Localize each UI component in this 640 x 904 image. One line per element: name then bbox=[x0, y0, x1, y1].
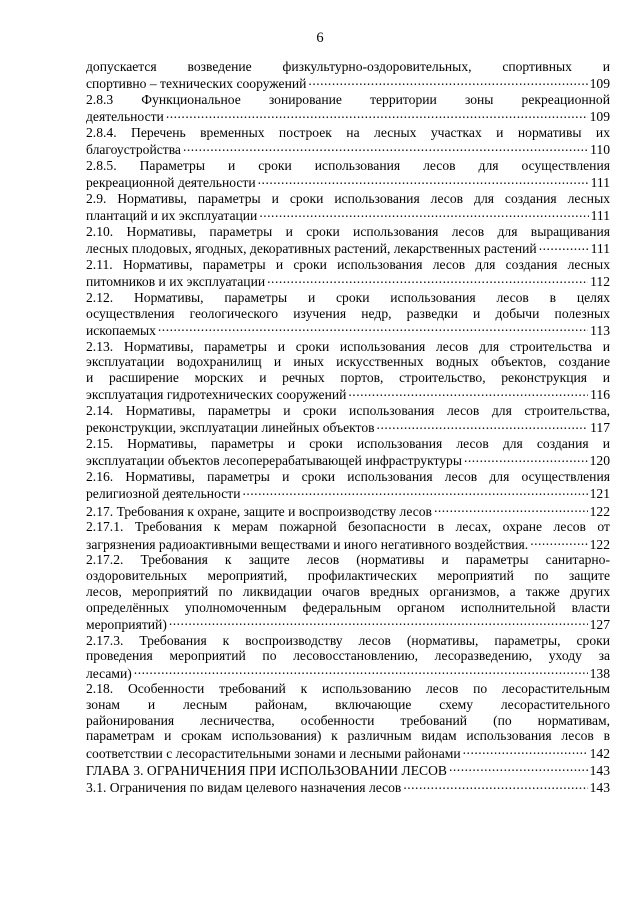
toc-entry[interactable] bbox=[86, 92, 610, 125]
toc-page-number: 122 bbox=[589, 503, 610, 519]
toc-entry[interactable] bbox=[86, 403, 610, 436]
toc-entry-line: 2.18. Особенности требований к использованию лесов по лесорастительным bbox=[86, 681, 610, 697]
toc-entry-title: соответствии с лесорастительными зонами и лесными районами bbox=[86, 745, 461, 761]
dot-leader bbox=[308, 75, 587, 89]
toc-entry-last-line bbox=[86, 75, 610, 92]
dot-leader bbox=[158, 321, 588, 335]
toc-entry-last-line bbox=[86, 664, 610, 681]
dot-leader bbox=[259, 207, 588, 221]
toc-entry-line: 2.8.5. Параметры и сроки использования лесов для осуществления bbox=[86, 158, 610, 173]
toc-entry-line: 2.12. Нормативы, параметры и сроки использования лесов в целях bbox=[86, 290, 610, 305]
toc-page-number: 142 bbox=[589, 745, 610, 761]
toc-entry-line: 2.17.2. Требования к защите лесов (нормативы и параметры санитарно- bbox=[86, 552, 610, 568]
toc-page-number: 116 bbox=[590, 387, 610, 403]
toc-entry-line: районирования лесничества, особенности требований (по нормативам, bbox=[86, 712, 610, 728]
toc-page-number: 121 bbox=[589, 486, 610, 502]
dot-leader bbox=[463, 744, 588, 758]
toc-page-number: 109 bbox=[589, 109, 610, 125]
page-number: 6 bbox=[316, 30, 324, 46]
toc-entry-title: 3.1. Ограничения по видам целевого назначения лесов bbox=[86, 780, 402, 796]
toc-entry[interactable] bbox=[86, 469, 610, 502]
dot-leader bbox=[242, 485, 587, 499]
toc-entry[interactable] bbox=[86, 761, 610, 778]
toc-entry-title: плантаций и их эксплуатации bbox=[86, 208, 258, 224]
toc-entry[interactable] bbox=[86, 633, 610, 682]
toc-entry-last-line bbox=[86, 207, 610, 224]
toc-entry-line: 2.17.3. Требования к воспроизводству лесов (нормативы, параметры, сроки bbox=[86, 632, 610, 648]
toc-entry-line: оздоровительных мероприятий, профилактических мероприятий по защите bbox=[86, 568, 610, 584]
toc-entry[interactable] bbox=[86, 158, 610, 191]
toc-entry-title: благоустройства bbox=[86, 142, 181, 158]
toc-entry-title: деятельности bbox=[86, 109, 164, 125]
toc-page-number: 111 bbox=[590, 175, 610, 191]
dot-leader bbox=[434, 502, 588, 516]
toc-entry-line: зонам и лесным районам, включающие схему лесорастительного bbox=[86, 696, 610, 712]
toc-entry-last-line bbox=[86, 485, 610, 502]
toc-entry-line: параметрам и срокам использования) к различным видам использования лесов в bbox=[86, 728, 610, 744]
dot-leader bbox=[134, 664, 588, 678]
toc-entry[interactable] bbox=[86, 339, 610, 403]
toc-entry-last-line bbox=[86, 779, 610, 796]
toc-entry-last-line bbox=[86, 108, 610, 125]
toc-entry-last-line bbox=[86, 615, 610, 632]
toc-entry-line: проведения мероприятий по лесовосстановлению, лесоразведению, уходу за bbox=[86, 648, 610, 664]
dot-leader bbox=[267, 273, 588, 287]
dot-leader bbox=[530, 535, 587, 549]
toc-entry-last-line bbox=[86, 452, 610, 469]
toc-entry-line: 2.10. Нормативы, параметры и сроки использования лесов для выращивания bbox=[86, 224, 610, 239]
toc-page-number: 138 bbox=[589, 665, 610, 681]
dot-leader bbox=[449, 761, 588, 775]
toc-page-number: 122 bbox=[589, 536, 610, 552]
toc-entry[interactable] bbox=[86, 681, 610, 761]
toc-entry-line: 2.8.3 Функциональное зонирование территории зоны рекреационной bbox=[86, 92, 610, 107]
dot-leader bbox=[348, 386, 588, 400]
toc-entry-title: лесных плодовых, ягодных, декоративных растений, лекарственных растений bbox=[86, 241, 537, 257]
toc-page-number: 111 bbox=[590, 241, 610, 257]
toc-entry-last-line bbox=[86, 502, 610, 519]
toc-entry-line: 2.13. Нормативы, параметры и сроки использования лесов для строительства и bbox=[86, 338, 610, 354]
toc-entry[interactable] bbox=[86, 125, 610, 158]
toc-entry-line: 2.14. Нормативы, параметры и сроки использования лесов для строительства, bbox=[86, 403, 610, 419]
dot-leader bbox=[169, 615, 588, 629]
toc-entry-title: ГЛАВА 3. ОГРАНИЧЕНИЯ ПРИ ИСПОЛЬЗОВАНИИ ЛЕСОВ bbox=[86, 762, 447, 778]
toc-entry[interactable] bbox=[86, 191, 610, 224]
toc-entry-line: допускается возведение физкультурно-оздоровительных, спортивных и bbox=[86, 59, 610, 74]
toc-page-number: 110 bbox=[590, 142, 610, 158]
toc-entry[interactable] bbox=[86, 502, 610, 519]
toc-entry[interactable] bbox=[86, 552, 610, 632]
toc-entry[interactable] bbox=[86, 779, 610, 796]
toc-entry[interactable] bbox=[86, 257, 610, 290]
toc-entry-line: эксплуатации водохранилищ и иных искусственных водных объектов, создание bbox=[86, 354, 610, 370]
toc-entry[interactable] bbox=[86, 224, 610, 257]
toc-entry-title: эксплуатация гидротехнических сооружений bbox=[86, 387, 347, 403]
toc-entry-title: спортивно – технических сооружений bbox=[86, 76, 307, 92]
toc-entry-title: мероприятий) bbox=[86, 616, 167, 632]
dot-leader bbox=[539, 240, 589, 254]
table-of-contents bbox=[86, 59, 610, 796]
toc-entry-title: питомников и их эксплуатации bbox=[86, 274, 266, 290]
toc-page-number: 143 bbox=[589, 780, 610, 796]
toc-page-number: 127 bbox=[589, 616, 610, 632]
dot-leader bbox=[377, 419, 589, 433]
toc-entry-last-line bbox=[86, 240, 610, 257]
toc-entry-line: 2.9. Нормативы, параметры и сроки использования лесов для создания лесных bbox=[86, 191, 610, 206]
toc-entry-title: лесами) bbox=[86, 665, 132, 681]
toc-entry[interactable] bbox=[86, 290, 610, 339]
toc-entry-last-line bbox=[86, 386, 610, 403]
toc-entry-line: 2.8.4. Перечень временных построек на лесных участках и нормативы их bbox=[86, 125, 610, 140]
toc-page-number: 113 bbox=[590, 323, 610, 338]
toc-entry-title: религиозной деятельности bbox=[86, 486, 241, 502]
toc-entry-last-line bbox=[86, 419, 610, 436]
toc-entry-title: загрязнения радиоактивными веществами и иного негативного воздействия. bbox=[86, 536, 529, 552]
toc-entry-last-line bbox=[86, 535, 610, 552]
toc-entry[interactable] bbox=[86, 519, 610, 552]
toc-entry-last-line bbox=[86, 321, 610, 338]
toc-entry-line: 2.16. Нормативы, параметры и сроки использования лесов для осуществления bbox=[86, 469, 610, 485]
toc-entry-last-line bbox=[86, 273, 610, 290]
toc-entry-title: эксплуатации объектов лесоперерабатывающей инфраструктуры bbox=[86, 453, 462, 469]
toc-entry-line: лесов, мероприятий по ликвидации очагов вредных организмов, а также других bbox=[86, 583, 610, 599]
toc-page-number: 109 bbox=[589, 76, 610, 92]
toc-page-number: 112 bbox=[590, 274, 610, 290]
toc-entry-last-line bbox=[86, 761, 610, 778]
toc-entry-last-line bbox=[86, 744, 610, 761]
toc-entry[interactable] bbox=[86, 59, 610, 92]
toc-entry-line: 2.17.1. Требования к мерам пожарной безопасности в лесах, охране лесов от bbox=[86, 519, 610, 535]
toc-entry-title: ископаемых bbox=[86, 323, 156, 338]
toc-entry-last-line bbox=[86, 141, 610, 158]
toc-entry-title: 2.17. Требования к охране, защите и воспроизводству лесов bbox=[86, 503, 432, 519]
toc-page-number: 143 bbox=[589, 762, 610, 778]
dot-leader bbox=[464, 452, 588, 466]
toc-entry-title: реконструкции, эксплуатации линейных объектов bbox=[86, 420, 375, 436]
toc-page-number: 117 bbox=[590, 420, 610, 436]
dot-leader bbox=[183, 141, 588, 155]
toc-entry-line: 2.15. Нормативы, параметры и сроки использования лесов для создания и bbox=[86, 436, 610, 452]
toc-page-number: 111 bbox=[590, 208, 610, 224]
dot-leader bbox=[403, 779, 587, 793]
toc-entry-line: осуществления геологического изучения недр, разведки и добычи полезных bbox=[86, 305, 610, 321]
toc-entry-line: 2.11. Нормативы, параметры и сроки использования лесов для создания лесных bbox=[86, 257, 610, 272]
toc-entry[interactable] bbox=[86, 436, 610, 469]
toc-entry-last-line bbox=[86, 174, 610, 191]
toc-entry-line: и расширение морских и речных портов, строительство, реконструкция и bbox=[86, 370, 610, 386]
toc-entry-line: определённых уполномоченным федеральным органом исполнительной власти bbox=[86, 599, 610, 615]
dot-leader bbox=[166, 108, 588, 122]
dot-leader bbox=[258, 174, 589, 188]
toc-entry-title: рекреационной деятельности bbox=[86, 175, 256, 191]
toc-page-number: 120 bbox=[589, 453, 610, 469]
